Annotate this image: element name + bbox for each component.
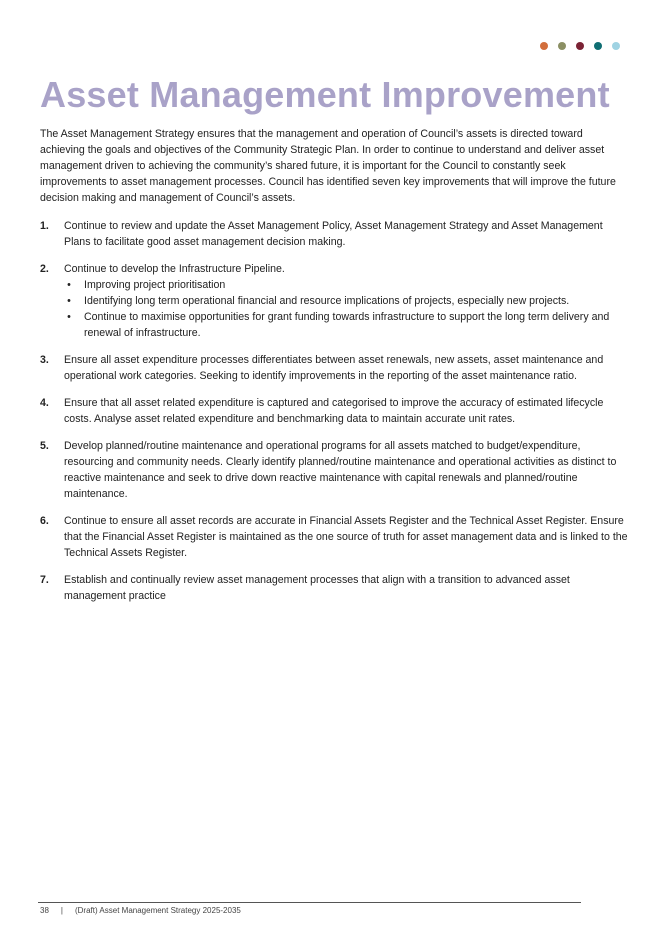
item-text: Continue to ensure all asset records are accurate in Financial Assets Register and the Technical Asset Register. Ensure that the Financial Asset Register is maintained as the one source of truth for asset management data and is linked to the Technical Assets Register. [64,515,628,559]
bullet-icon: • [67,295,71,307]
item-number: 7. [40,574,49,586]
footer-divider [38,902,581,903]
main-content [40,126,628,615]
decorative-dots [540,42,620,52]
item-text: Continue to review and update the Asset Management Policy, Asset Management Strategy and Asset Management Plans to facilitate good asset management decision making. [64,220,603,248]
sub-item-text: Identifying long term operational financial and resource implications of projects, especially new projects. [84,295,570,307]
item-number: 5. [40,440,49,452]
page-number: 38 [40,906,49,915]
item-text: Continue to develop the Infrastructure Pipeline. [64,263,285,275]
list-item [40,352,628,384]
item-number: 6. [40,515,49,527]
item-text: Ensure all asset expenditure processes differentiates between asset renewals, new assets, asset maintenance and operational work categories. Seeking to identify improvements in the reporting of the asset maintenance ratio. [64,354,604,382]
sub-list-item [67,293,628,309]
bullet-icon: • [67,311,71,323]
list-item [40,261,628,341]
list-item [40,572,628,604]
footer-separator: | [60,906,63,915]
page-footer [40,906,241,915]
item-number: 2. [40,263,49,275]
item-text: Establish and continually review asset management processes that align with a transition to advanced asset management practice [64,574,570,602]
improvement-list [40,218,628,604]
item-number: 3. [40,354,49,366]
sub-list-item [67,277,628,293]
page-title: Asset Management Improvement [40,74,610,115]
dot-light-blue [612,42,620,50]
item-text: Develop planned/routine maintenance and operational programs for all assets matched to budget/expenditure, resourcing and community needs. Clearly identify planned/routine maintenance and operational activities as distinct to reactive maintenance and seek to drive down reactive maintenance with capital renewals and planned/routine maintenance. [64,440,617,500]
sub-list [64,277,628,341]
list-item [40,395,628,427]
dot-maroon [576,42,584,50]
intro-paragraph: The Asset Management Strategy ensures that the management and operation of Council’s assets is directed toward achieving the goals and objectives of the Community Strategic Plan. In order to continue to understand and deliver asset management driven to achieving the community’s shared future, it is important for the Council to constantly seek improvements to asset management processes. Council has identified seven key improvements that will improve the future decision making and management of Council’s assets. [40,128,616,204]
dot-teal [594,42,602,50]
document-title: (Draft) Asset Management Strategy 2025-2035 [74,906,241,915]
item-number: 1. [40,220,49,232]
dot-olive [558,42,566,50]
item-number: 4. [40,397,49,409]
sub-item-text: Continue to maximise opportunities for grant funding towards infrastructure to support the long term delivery and renewal of infrastructure. [84,311,610,339]
list-item [40,513,628,561]
item-text: Ensure that all asset related expenditure is captured and categorised to improve the accuracy of estimated lifecycle costs. Analyse asset related expenditure and benchmarking data to maintain accurate unit rates. [64,397,604,425]
list-item [40,218,628,250]
list-item [40,438,628,502]
sub-list-item [67,309,628,341]
sub-item-text: Improving project prioritisation [84,279,226,291]
dot-orange [540,42,548,50]
bullet-icon: • [67,279,71,291]
